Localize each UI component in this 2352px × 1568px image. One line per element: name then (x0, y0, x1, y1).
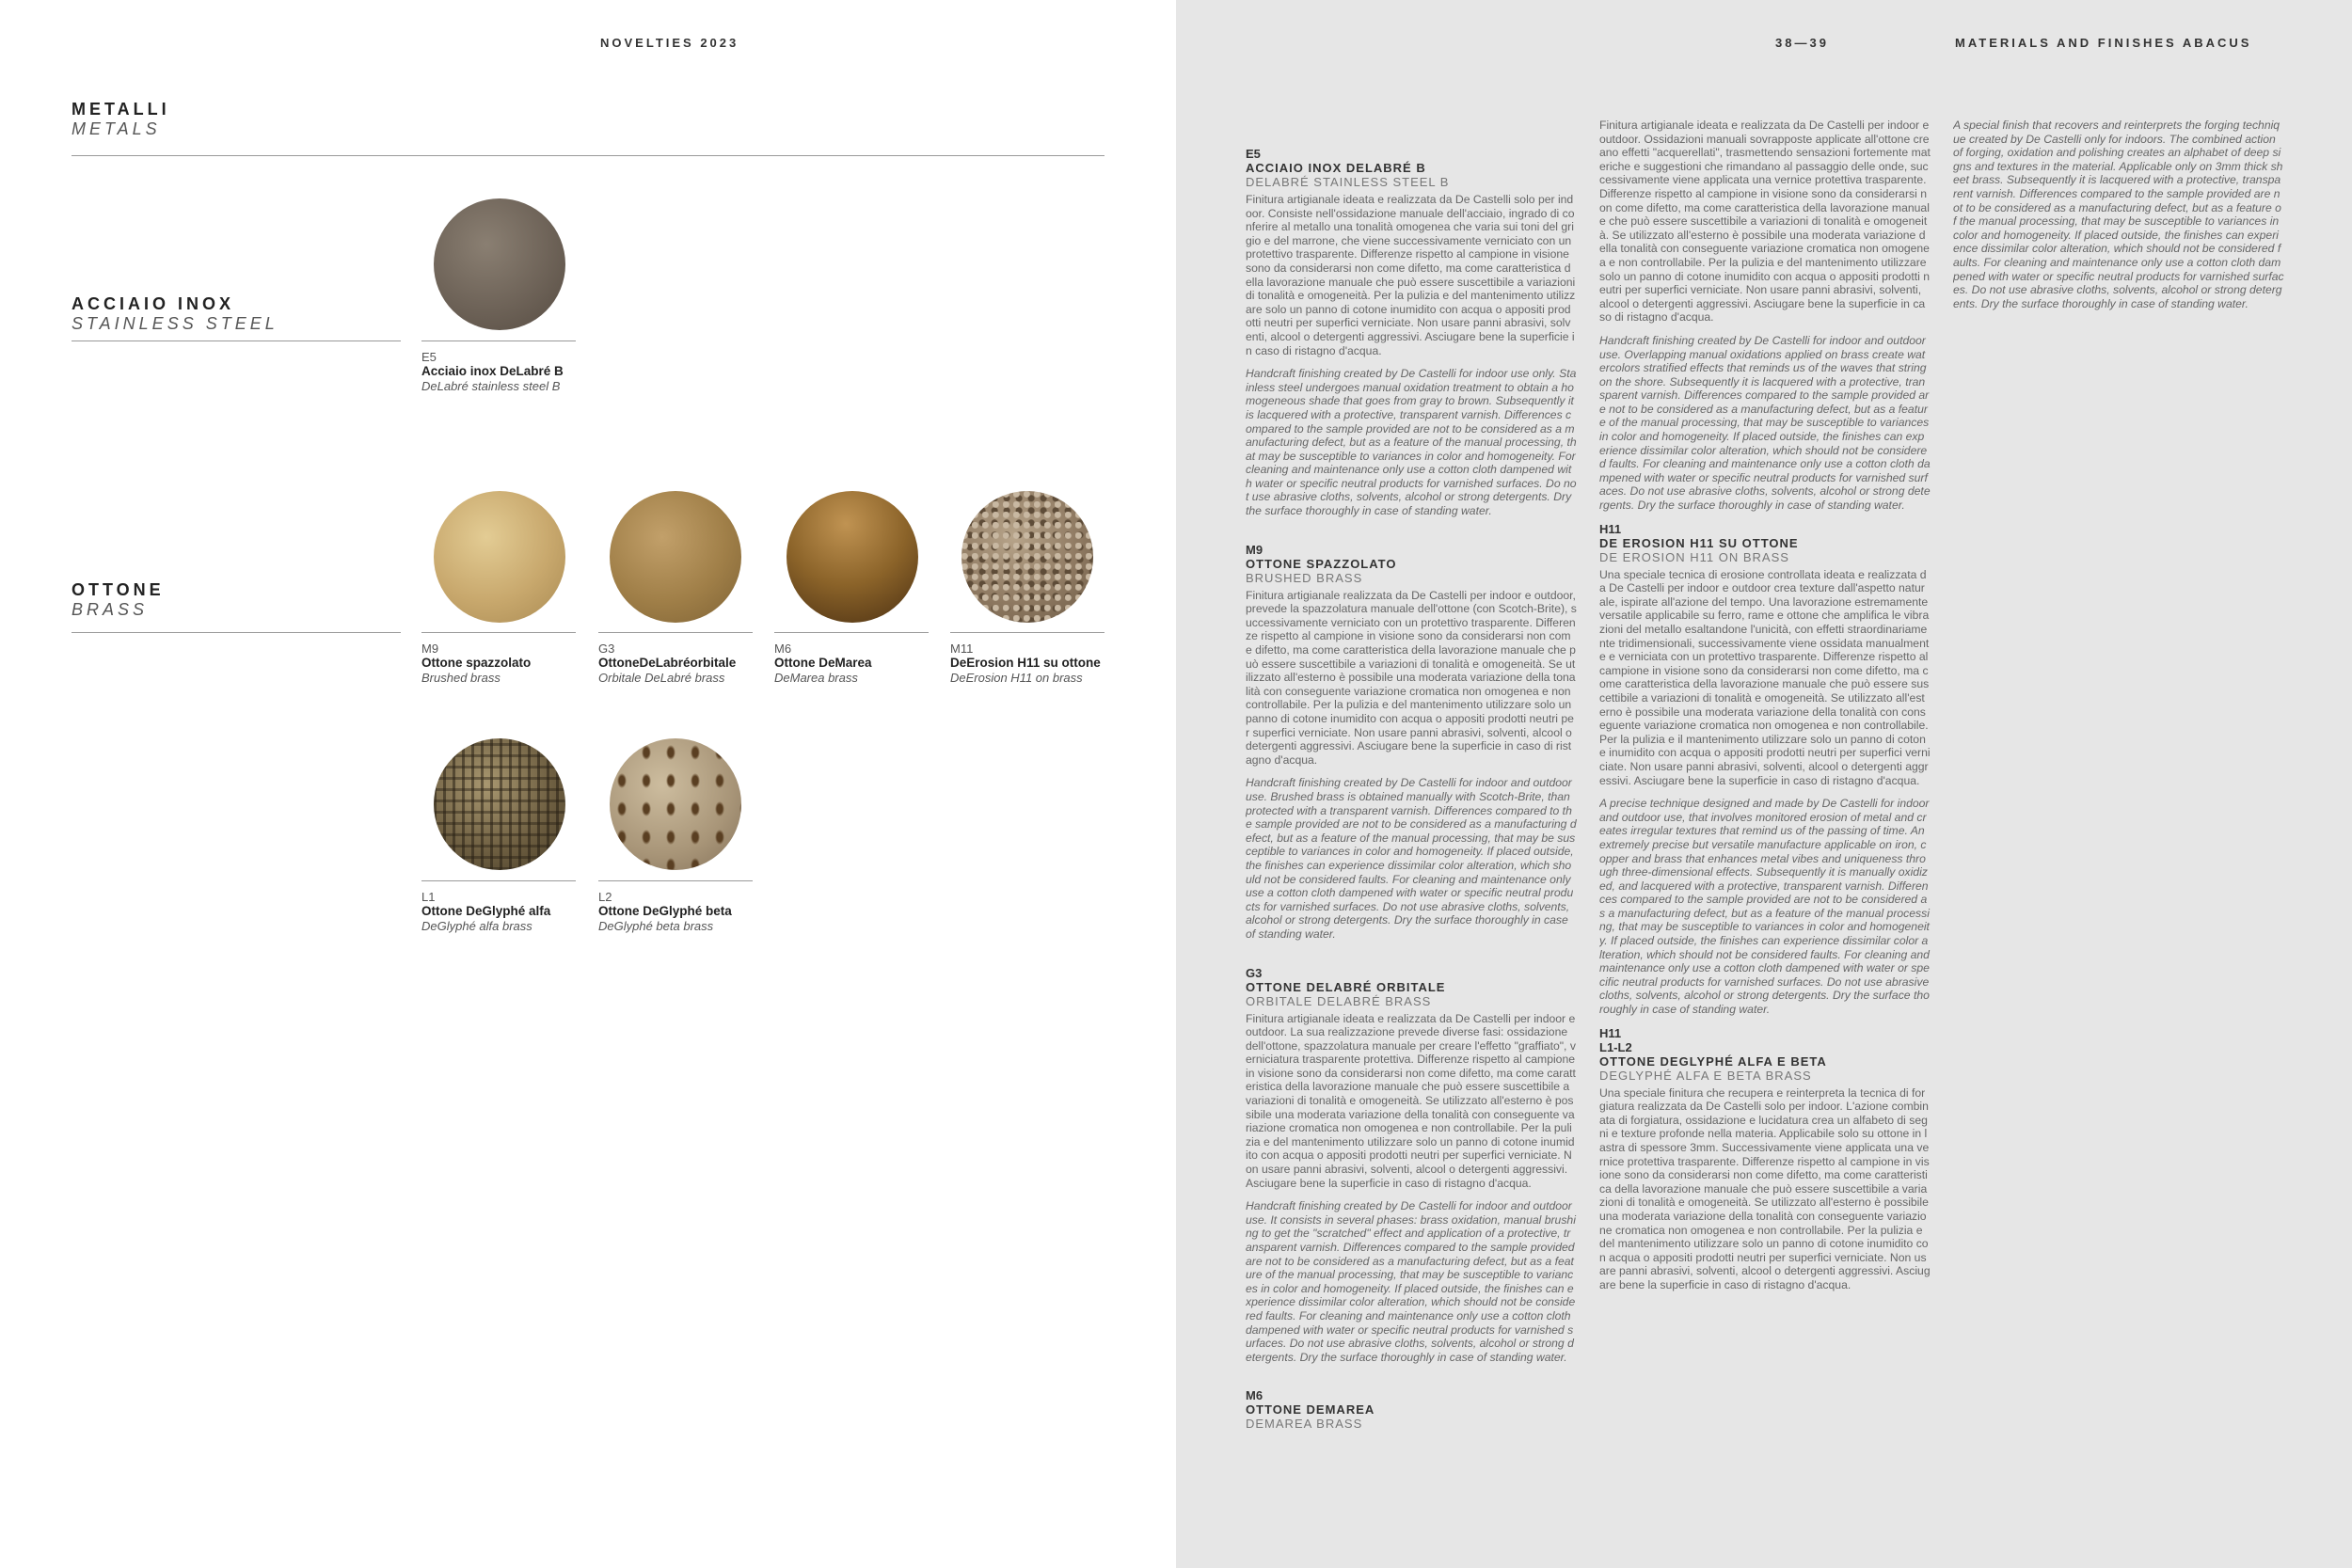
swatch-m11-divider (950, 632, 1104, 633)
header-novelties: NOVELTIES 2023 (600, 36, 739, 50)
finish-m9-it: Finitura artigianale realizzata da De Castelli per indoor e outdoor, prevede la spazzolatura manuale dell'ottone (con Scotch-Brite), successivamente verniciato con un protettivo trasparente. Differenze rispetto al campione in visione sono da considerarsi non come difetto, ma come caratteristica della lavorazione manuale che può essere suscettibile a variazioni di tonalità e omogeneità. Se utilizzato all'esterno è possibile una moderata variazione della tonalità con conseguente variazione cromatica non omogenea e non controllabile. Per la pulizia e del mantenimento utilizzare solo un panno di cotone inumidito con acqua o appositi prodotti neutri per superfici verniciate. Non usare panni abrasivi, solventi, alcool o detergenti aggressivi. Asciugare bene la superficie in caso di ristagno d'acqua. (1246, 588, 1577, 767)
text-column-3 (1953, 119, 2284, 1529)
swatch-m6-caption (774, 641, 953, 686)
finish-g3 (1246, 966, 1577, 1365)
finish-l1l2 (1599, 1026, 1931, 1292)
swatch-m9-code: M9 (421, 641, 439, 656)
finish-m6-it: Finitura artigianale ideata e realizzata da De Castelli per indoor e outdoor. Ossidazioni manuali sovrapposte applicate all'ottone creano effetti "acquerellati", trasmettendo sensazioni fortemente materiche e suggestioni che rimandano al passaggio delle onde, successivamente viene applicata una vernice protettiva trasparente. Differenze rispetto al campione in visione sono da considerarsi non come difetto, ma come caratteristica della lavorazione manuale che può essere suscettibile a variazioni di tonalità e omogeneità. Se utilizzato all'esterno è possibile una moderata variazione della tonalità con conseguente variazione cromatica non omogenea e non controllabile. Per la pulizia e del mantenimento utilizzare solo un panno di cotone inumidito con acqua o appositi prodotti neutri per superfici verniciate. Non usare panni abrasivi, solventi, alcool o detergenti aggressivi. Asciugare bene la superficie in caso di ristagno d'acqua. (1599, 119, 1931, 325)
swatch-m9-divider (421, 632, 576, 633)
header-materials: MATERIALS AND FINISHES ABACUS (1955, 36, 2252, 50)
finish-g3-subtitle: ORBITALE DELABRÉ BRASS (1246, 993, 1432, 1008)
swatch-g3-en: Orbitale DeLabré brass (598, 671, 725, 685)
text-column-1 (1246, 147, 1577, 1558)
text-column-2 (1599, 119, 1931, 1529)
finish-l1l2-title: OTTONE DEGLYPHÉ ALFA E BETA (1599, 1053, 1827, 1069)
finish-l1l2-subtitle: DEGLYPHÉ ALFA E BETA BRASS (1599, 1068, 1812, 1083)
group-steel-en: STAINLESS STEEL (72, 314, 278, 333)
finish-m6-subtitle: DEMAREA BRASS (1246, 1417, 1363, 1432)
finish-g3-it: Finitura artigianale ideata e realizzata da De Castelli per indoor e outdoor. La sua realizzazione prevede diverse fasi: ossidazione dell'ottone, spazzolatura manuale per creare l'effetto "graffiato", verniciatura trasparente protettiva. Differenze rispetto al campione in visione sono da considerarsi non come difetto, ma come caratteristica della lavorazione manuale che può essere suscettibile a variazioni di tonalità e omogeneità. Se utilizzato all'esterno è possibile una moderata variazione della tonalità con conseguente variazione cromatica non omogenea e non controllabile. Per la pulizia e del mantenimento utilizzare solo un panno di cotone inumidito con acqua o appositi prodotti neutri per superfici verniciate. Non usare panni abrasivi, solventi, alcool o detergenti aggressivi. Asciugare bene la superficie in caso di ristagno d'acqua. (1246, 1011, 1576, 1190)
finish-l1l2-body (1953, 119, 2284, 310)
finish-e5-subtitle: DELABRÉ STAINLESS STEEL B (1246, 175, 1450, 189)
finish-e5-en: Handcraft finishing created by De Castelli for indoor use only. Stainless steel undergoes manual oxidation treatment to obtain a homogeneous shade that goes from gray to brown. Subsequently it is lacquered with a protective, transparent varnish. Differences compared to the sample provided are not to be considered as a manufacturing defect, but as a feature of the manual processing, that may be susceptible to variances in color and homogeneity. For cleaning and maintenance only use a cotton cloth dampened with water or specific neutral products for varnished surfaces. Do not use abrasive cloths, solvents, alcohol or strong detergents. Dry the surface thoroughly in case of standing water. (1246, 367, 1577, 518)
finish-e5 (1246, 147, 1577, 518)
swatch-g3[interactable] (610, 491, 741, 623)
swatch-e5[interactable] (434, 198, 565, 330)
swatch-m11-en: DeErosion H11 on brass (950, 671, 1083, 685)
finish-g3-code: G3 (1246, 965, 1263, 980)
swatch-e5-en: DeLabré stainless steel B (421, 379, 561, 393)
swatch-m9-caption (421, 641, 600, 686)
swatch-m6-divider (774, 632, 929, 633)
group-title-steel (72, 294, 278, 334)
section-title-en: METALS (72, 119, 161, 138)
swatch-m11-name: DeErosion H11 su ottone (950, 656, 1101, 670)
finish-m6-code: M6 (1246, 1388, 1263, 1403)
swatch-l1-name: Ottone DeGlyphé alfa (421, 904, 551, 918)
finish-g3-title: OTTONE DELABRÉ ORBITALE (1246, 979, 1446, 994)
group-brass-en: BRASS (72, 600, 149, 619)
finish-m9-code: M9 (1246, 542, 1263, 557)
finish-l1l2-en: A special finish that recovers and reinterprets the forging technique created by De Castelli only for indoors. The combined action of forging, oxidation and polishing creates an alphabet of deep signs and textures in the material. Applicable only on 3mm thick sheet brass. Subsequently it is lacquered with a protective, transparent varnish. Differences compared to the sample provided are not to be considered as a manufacturing defect, but as a feature of the manual processing, that may be susceptible to variances in color and homogeneity. If placed outside, the finishes can experience dissimilar color alteration, which should not be considered faults. For cleaning and maintenance only use a cotton cloth dampened with water or specific neutral products for varnished surfaces. Do not use abrasive cloths, solvents, alcohol or strong detergents. Dry the surface thoroughly in case of standing water. (1953, 119, 2284, 310)
swatch-m9[interactable] (434, 491, 565, 623)
swatch-l1-caption (421, 890, 600, 934)
swatch-m6-name: Ottone DeMarea (774, 656, 872, 670)
swatch-l2-divider (598, 880, 753, 881)
swatch-m6-en: DeMarea brass (774, 671, 858, 685)
group-brass-divider (72, 632, 401, 633)
finish-h11-title: DE EROSION H11 SU OTTONE (1599, 535, 1799, 550)
finish-m9-title: OTTONE SPAZZOLATO (1246, 556, 1397, 571)
swatch-m6-code: M6 (774, 641, 792, 656)
swatch-e5-name: Acciaio inox DeLabré B (421, 364, 564, 378)
section-divider (72, 155, 1104, 156)
section-title (72, 100, 170, 139)
finish-g3-en: Handcraft finishing created by De Castelli for indoor and outdoor use. It consists in several phases: brass oxidation, manual brushing to get the "scratched" effect and application of a protective, transparent varnish. Differences compared to the sample provided are not to be considered as a manufacturing defect, but as a feature of the manual processing, that may be susceptible to variances in color and homogeneity. If placed outside, the finishes can experience dissimilar color alteration, which should not be considered faults. For cleaning and maintenance only use a cotton cloth dampened with water or specific neutral products for varnished surfaces. Do not use abrasive cloths, solvents, alcohol or strong detergents. Dry the surface thoroughly in case of standing water. (1246, 1199, 1576, 1364)
finish-m9 (1246, 543, 1577, 942)
swatch-l2-code: L2 (598, 890, 612, 904)
finish-m6-title: OTTONE DEMAREA (1246, 1402, 1375, 1418)
swatch-m9-name: Ottone spazzolato (421, 656, 532, 670)
swatch-l2-name: Ottone DeGlyphé beta (598, 904, 732, 918)
swatch-l2[interactable] (610, 738, 741, 870)
swatch-m9-en: Brushed brass (421, 671, 501, 685)
finish-h11-code: H11 (1599, 521, 1622, 536)
group-steel-it: ACCIAIO INOX (72, 294, 235, 313)
swatch-e5-code: E5 (421, 350, 437, 364)
finish-e5-title: ACCIAIO INOX DELABRÉ B (1246, 161, 1426, 175)
swatch-m6[interactable] (787, 491, 918, 623)
swatch-l1[interactable] (434, 738, 565, 870)
swatch-e5-caption (421, 350, 600, 394)
finish-m6-en: Handcraft finishing created by De Castelli for indoor and outdoor use. Overlapping manual oxidations applied on brass create watercolors stratified effects that reminds us of the waves that string on the shore. Subsequently it is lacquered with a protective, transparent varnish. Differences compared to the sample provided are not to be considered as a manufacturing defect, but as a feature of the manual processing, that may be susceptible to variances in color and homogeneity. If placed outside, the finishes can experience dissimilar color alteration, which should not be considered faults. For cleaning and maintenance only use a cotton cloth dampened with water or specific neutral products for varnished surfaces. Do not use abrasive cloths, solvents, alcohol or strong detergents. Dry the surface thoroughly in case of standing water. (1599, 333, 1931, 513)
finish-l1l2-it: Una speciale finitura che recupera e reinterpreta la tecnica di forgiatura realizzata da De Castelli solo per indoor. L'azione combinata di forgiatura, ossidazione e lucidatura crea un alfabeto di segni e texture profonde nella materia. Applicabile solo su ottone in lastra di spessore 3mm. Successivamente viene applicata una vernice protettiva trasparente. Differenze rispetto al campione in visione sono da considerarsi non come difetto, ma come caratteristica della lavorazione manuale che può essere suscettibile a variazioni di tonalità e omogeneità. Se utilizzato all'esterno è possibile una moderata variazione della tonalità con conseguente variazione cromatica non omogenea e non controllabile. Per la pulizia e del mantenimento utilizzare solo un panno di cotone inumidito con acqua o appositi prodotti neutri per superfici verniciate. Non usare panni abrasivi, solventi, alcool o detergenti aggressivi. Asciugare bene la superficie in caso di ristagno d'acqua. (1599, 1085, 1931, 1291)
swatch-l1-en: DeGlyphé alfa brass (421, 919, 532, 933)
swatch-l2-en: DeGlyphé beta brass (598, 919, 714, 933)
finish-h11-subtitle: DE EROSION H11 ON BRASS (1599, 549, 1789, 564)
finish-m6-body (1599, 119, 1931, 513)
finish-m6 (1246, 1388, 1577, 1431)
swatch-g3-divider (598, 632, 753, 633)
swatch-m11-caption (950, 641, 1129, 686)
swatch-g3-caption (598, 641, 777, 686)
finish-m9-subtitle: BRUSHED BRASS (1246, 570, 1363, 585)
header-page-numbers: 38—39 (1775, 36, 1829, 50)
group-brass-it: OTTONE (72, 580, 165, 599)
finish-l1l2-code: H11 (1599, 1025, 1622, 1040)
finish-h11-it: Una speciale tecnica di erosione controllata ideata e realizzata da De Castelli per indoor e outdoor crea texture dall'aspetto naturale, ispirate all'azione del tempo. Una lavorazione estremamente versatile applicabile su ferro, rame e ottone che amplifica le vibrazioni del metallo esaltandone l'unicità, con effetti straordinariamente tridimensionali, successivamente viene ossidata manualmente e verniciata con un protettivo trasparente. Differenze rispetto al campione in visione sono da considerarsi non come difetto, ma come caratteristica della lavorazione manuale che può essere suscettibile a variazioni di tonalità e omogeneità. Se utilizzato all'esterno è possibile una moderata variazione della tonalità con conseguente variazione cromatica non omogenea e non controllabile. Per la pulizia e il mantenimento utilizzare solo un panno di cotone inumidito con acqua o appositi prodotti neutri per superfici verniciate. Non usare panni abrasivi, solventi, alcool o detergenti aggressivi. Asciugare bene la superficie in caso di ristagno d'acqua. (1599, 567, 1931, 787)
section-title-it: METALLI (72, 100, 170, 119)
finish-e5-it: Finitura artigianale ideata e realizzata da De Castelli solo per indoor. Consiste nell'ossidazione manuale dell'acciaio, ingrado di conferire al metallo una tonalità omogenea che varia sui toni del grigio e del marrone, che viene successivamente verniciato con un protettivo trasparente. Differenze rispetto al campione in visione sono da considerarsi non come difetto, ma come caratteristica della lavorazione manuale che può essere suscettibile a variazioni di tonalità e omogeneità. Per la pulizia e del mantenimento utilizzare solo un panno di cotone inumidito con acqua o appositi prodotti neutri per superfici verniciate. Non usare panni abrasivi, solventi, alcool o detergenti aggressivi. Asciugare bene la superficie in caso di ristagno d'acqua. (1246, 193, 1576, 357)
right-page (1176, 0, 2352, 1568)
swatch-l1-code: L1 (421, 890, 436, 904)
finish-l1l2-code2: L1-L2 (1599, 1039, 1632, 1054)
finish-m9-en: Handcraft finishing created by De Castelli for indoor and outdoor use. Brushed brass is obtained manually with Scotch-Brite, than protected with a transparent varnish. Differences compared to the sample provided are not to be considered as a manufacturing defect, but as a feature of the manual processing, that may be susceptible to variances in color and homogeneity. If placed outside, the finishes can experience dissimilar color alteration, which should not be considered faults. For cleaning and maintenance only use a cotton cloth dampened with water or specific neutral products for varnished surfaces. Do not use abrasive cloths, solvents, alcohol or strong detergents. Dry the surface thoroughly in case of standing water. (1246, 776, 1577, 941)
group-title-brass (72, 580, 165, 620)
swatch-l2-caption (598, 890, 777, 934)
swatch-g3-code: G3 (598, 641, 615, 656)
finish-e5-code: E5 (1246, 147, 1261, 161)
swatch-m11[interactable] (961, 491, 1093, 623)
swatch-l1-divider (421, 880, 576, 881)
finish-h11 (1599, 522, 1931, 1017)
finish-h11-en: A precise technique designed and made by De Castelli for indoor and outdoor use, that involves monitored erosion of metal and creates irregular textures that remind us of the passing of time. An extremely precise but versatile manufacture applicable on iron, copper and brass that enhances metal vibes and uniqueness through three-dimensional effects. Subsequently it is manually oxidized, and lacquered with a protective, transparent varnish. Differences compared to the sample provided are not to be considered as a manufacturing defect, but as a feature of the manual processing, that may be susceptible to variances in color and homogeneity. If placed outside, the finishes can experience dissimilar color alteration, which should not be considered faults. For cleaning and maintenance only use a cotton cloth dampened with water or specific neutral products for varnished surfaces. Do not use abrasive cloths, solvents, alcohol or strong detergents. Dry the surface thoroughly in case of standing water. (1599, 797, 1930, 1017)
swatch-g3-name: OttoneDeLabréorbitale (598, 656, 737, 670)
swatch-m11-code: M11 (950, 641, 974, 656)
